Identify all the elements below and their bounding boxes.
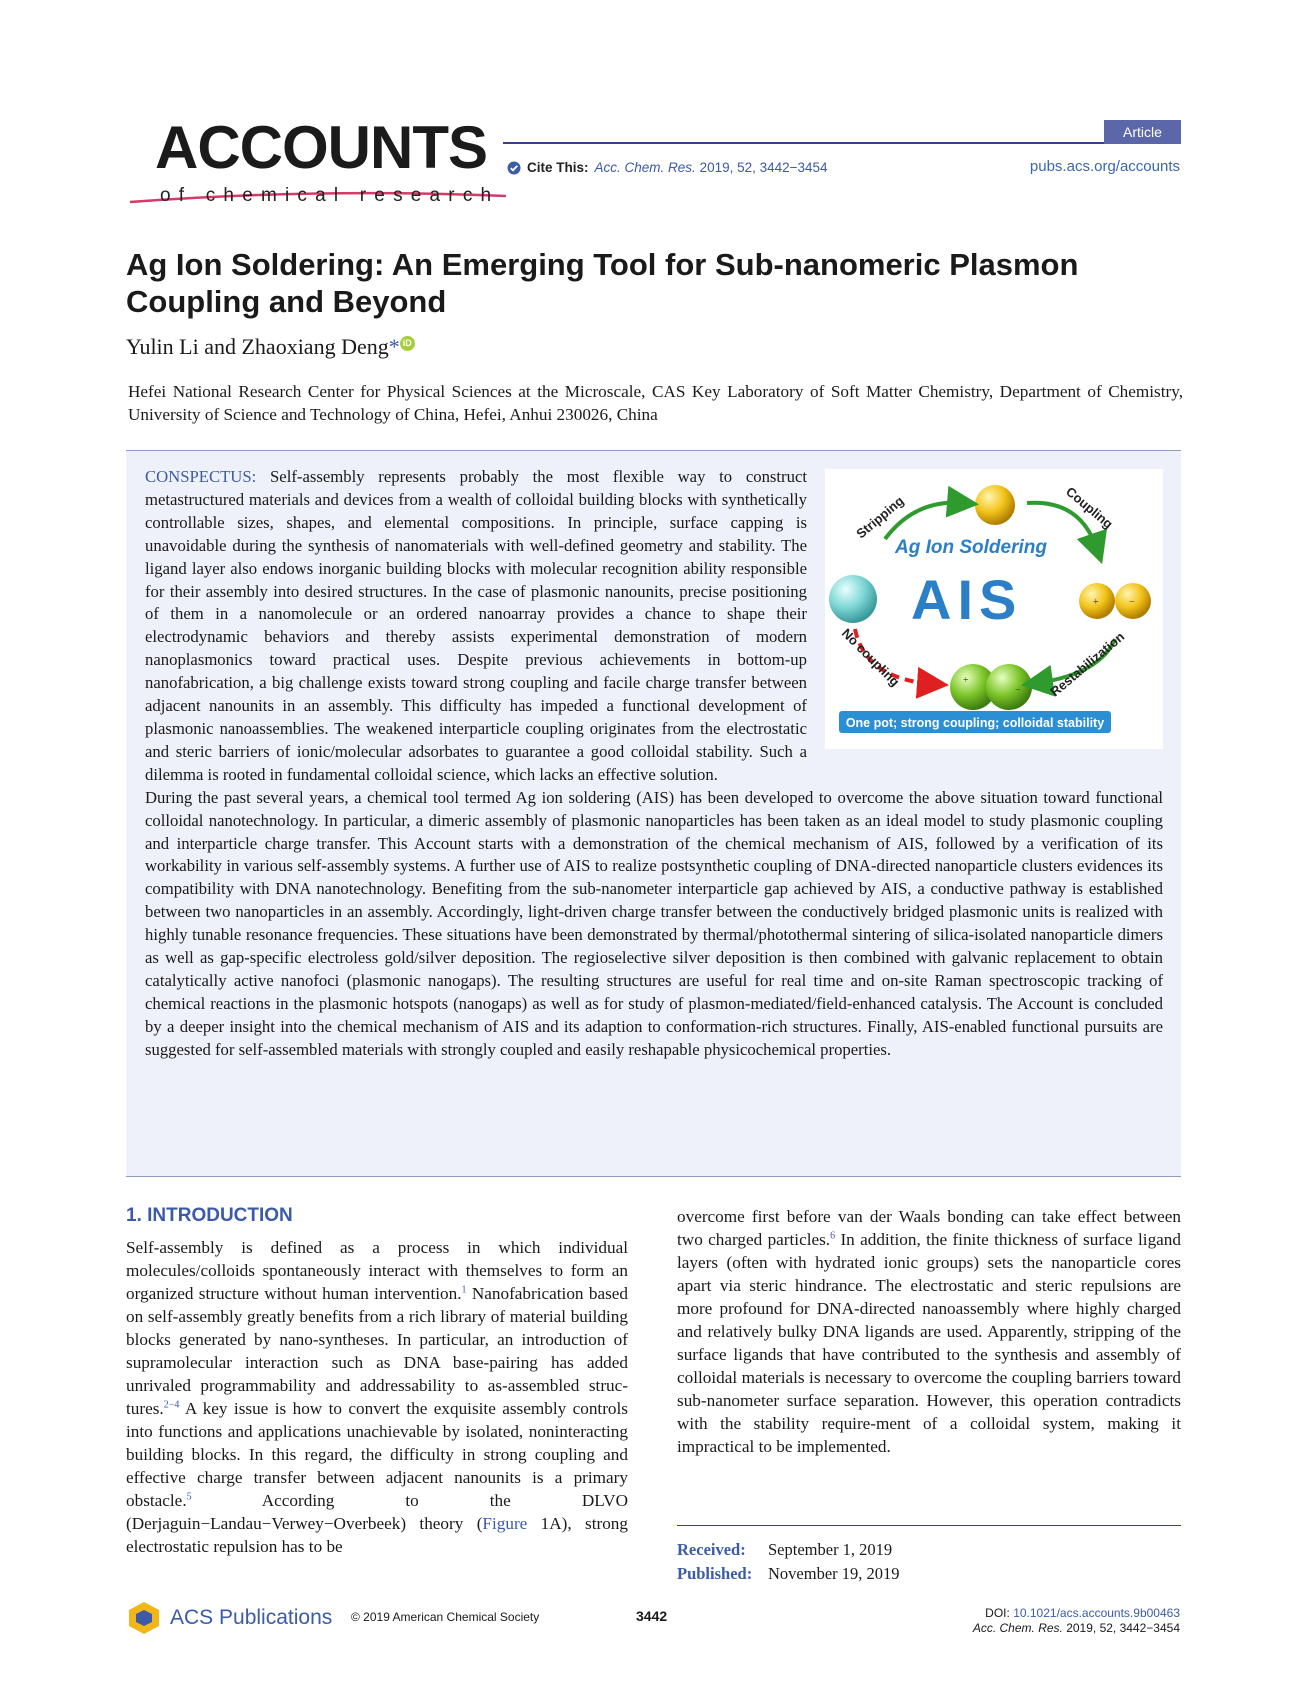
cite-this[interactable]	[507, 160, 828, 175]
cite-label: Cite This:	[527, 160, 589, 175]
diagram-big-label: AIS	[911, 568, 1023, 631]
published-row	[677, 1562, 900, 1586]
citation-journal: Acc. Chem. Res.	[972, 1621, 1063, 1635]
author-line	[126, 334, 415, 360]
publisher-name: ACS Publications	[170, 1606, 333, 1629]
acs-publications-logo[interactable]	[126, 1600, 332, 1636]
intro-right-column	[677, 1205, 1181, 1458]
diagram-caption: One pot; strong coupling; colloidal stability	[845, 716, 1105, 730]
ref-link[interactable]: 1	[461, 1284, 467, 1296]
journal-logo-subtitle: of chemical research	[160, 185, 500, 206]
gold-particle-icon	[975, 485, 1015, 525]
doi-link[interactable]: 10.1021/acs.accounts.9b00463	[1013, 1606, 1180, 1620]
citation-line	[973, 1621, 1180, 1636]
affiliation: Hefei National Research Center for Physical Sciences at the Microscale, CAS Key Laboratory of Soft Matter Chemistry, Department of Chemistry, University of Science and Technology of China, Hefei, Anhui 230026, China	[128, 382, 1183, 424]
intro-text: According to the DLVO (Derjaguin−Landau−Verwey−Overbeek) theory (	[126, 1491, 628, 1533]
cite-details: 2019, 52, 3442−3454	[699, 160, 828, 175]
journal-site-link[interactable]: pubs.acs.org/accounts	[1029, 158, 1180, 175]
intro-text: A key issue is how to convert the exquisite assembly controls into functions and applications unachievable by isolated, noninteracting building blocks. In this regard, the difficulty in strong coupling and effective charge transfer between adjacent nanounits is a primary obstacle.	[126, 1399, 628, 1510]
corresponding-author-mark[interactable]: *	[388, 334, 400, 359]
conspectus-label: CONSPECTUS:	[145, 467, 257, 486]
soldered-dimer-icon	[950, 664, 1032, 710]
svg-text:−: −	[1015, 685, 1021, 696]
article-title: Ag Ion Soldering: An Emerging Tool for Sub-nanomeric Plasmon Coupling and Beyond	[126, 247, 1079, 319]
doi-label: DOI:	[985, 1606, 1014, 1620]
acs-hexagon-icon	[126, 1600, 162, 1636]
journal-logo: ACCOUNTS	[155, 114, 487, 181]
intro-text: In addition, the finite thickness of surface ligand layers (often with hydrated ionic groups) sets the nanoparticle cores apart via steric hindrance. The electrostatic and steric repulsions are more profound for DNA-directed nanoassembly where highly charged and relatively bulky DNA ligands are used. Apparently, stripping of the surface ligands that have contributed to the synthesis and assembly of colloidal materials is necessary to overcome the coupling barriers toward sub-nanometer surface separation. However, this operation contradicts with the stability require-ment of a colloidal system, making it impractical to be implemented.	[677, 1230, 1181, 1456]
label-no-coupling: No coupling	[838, 625, 903, 690]
intro-text: overcome first before van der Waals bonding can take effect between two charged particles.	[677, 1207, 1181, 1249]
label-stripping: Stripping	[853, 493, 907, 542]
svg-text:+: +	[1093, 597, 1099, 608]
check-badge-icon	[507, 161, 521, 175]
received-row	[677, 1538, 900, 1562]
label-coupling: Coupling	[1063, 483, 1116, 532]
label-restabilization: Restabilization	[1047, 628, 1128, 700]
capped-dimer-icon	[1079, 583, 1151, 619]
copyright: © 2019 American Chemical Society	[351, 1610, 540, 1624]
ref-link[interactable]: 6	[830, 1230, 836, 1242]
conspectus-text	[145, 466, 1163, 1062]
doi-block	[973, 1606, 1180, 1636]
ref-link[interactable]: 5	[186, 1491, 192, 1503]
article-type-badge: Article	[1104, 120, 1181, 144]
intro-text: 1A), strong electrostatic repulsion has to be	[126, 1514, 628, 1556]
figure-link[interactable]: Figure	[482, 1514, 528, 1533]
intro-left-column	[126, 1236, 628, 1558]
intro-text: Self-assembly is defined as a process in which individual molecules/colloids spontaneously interact with themselves to form an organized structure without human intervention.	[126, 1238, 628, 1303]
cite-reference[interactable]	[595, 160, 828, 175]
citation-details: 2019, 52, 3442−3454	[1062, 1621, 1180, 1635]
conspectus-p1-text: Self-assembly represents probably the most flexible way to construct metastructured materials and devices from a wealth of colloidal building blocks with synthetically controllable sizes, shapes, and elemental compositions. In principle, surface capping is unavoidable during the synthesis of nanomaterials with well-defined geometry and stability. The ligand layer also endows inorganic building blocks with molecular recognition ability responsible for their assembly into desired structures. In the case of plasmonic nanounits, precise positioning of them in a nanomolecule or an ordered nanoarray provides a chance to shape their electrodynamic behaviors and thereby assists experimental demonstration of modern nanoplasmonics toward practical uses. Despite previous achievements in bottom-up nanofabrication, a big challenge exists toward strong coupling and facile charge transfer between adjacent nanounits in an assembly. This difficulty has impeded a functional development of plasmonic nanoassemblies. The weakened interparticle coupling originates from the electrostatic and steric barriers of ionic/molecular adsorbates to guarantee a good colloidal stability. Such a dilemma is rooted in fundamental colloidal science, which lacks an effective solution.	[145, 467, 807, 784]
published-label: Published:	[677, 1564, 753, 1583]
dates-rule	[677, 1525, 1181, 1526]
intro-text: Nanofabrication based on self-assembly greatly benefits from a rich library of material building blocks generated by nano-syntheses. In particular, an introduction of supramolecular interaction such as DNA base-pairing has added unrivaled programmability and addressability to as-assembled struc-tures.	[126, 1284, 628, 1418]
section-heading-introduction: 1. INTRODUCTION	[126, 1205, 293, 1226]
page-number: 3442	[636, 1608, 668, 1624]
cite-journal: Acc. Chem. Res.	[594, 160, 696, 175]
doi-line	[973, 1606, 1180, 1621]
orcid-icon[interactable]: iD	[400, 336, 415, 351]
header-rule	[503, 142, 1181, 144]
published-date: November 19, 2019	[768, 1564, 900, 1583]
ais-diagram	[825, 469, 1163, 749]
received-label: Received:	[677, 1540, 746, 1559]
toc-graphic	[825, 469, 1163, 749]
author-names: Yulin Li and Zhaoxiang Deng	[126, 334, 389, 359]
conspectus-paragraph-2: During the past several years, a chemical tool termed Ag ion soldering (AIS) has been developed to overcome the above situation toward functional colloidal nanotechnology. In particular, a dimeric assembly of plasmonic nanoparticles has been taken as an ideal model to study plasmonic coupling and interparticle charge transfer. This Account starts with a demonstration of the chemical mechanism of AIS, followed by a verification of its workability in various self-assembly systems. A further use of AIS to realize postsynthetic coupling of DNA-directed nanoparticle clusters evidences its compatibility with DNA nanotechnology. Benefiting from the sub-nanometer interparticle gap achieved by AIS, a conductive pathway is established between two nanoparticles in an assembly. Accordingly, light-driven charge transfer between the conductively bridged plasmonic units is realized with highly tunable resonance frequencies. These situations have been demonstrated by thermal/photothermal sintering of silica-isolated nanoparticle dimers as well as gap-specific electroless gold/silver deposition. The regioselective silver deposition is then combined with galvanic replacement to obtain catalytically active nanofoci (plasmonic nanogaps). The resulting structures are useful for real time and on-site Raman spectroscopic tracking of chemical reactions in the plasmonic hotspots (nanogaps) as well as for study of plasmon-mediated/field-enhanced catalysis. The Account is concluded by a deeper insight into the chemical mechanism of AIS and its adaption to conformation-rich structures. Finally, AIS-enabled functional pursuits are suggested for self-assembled materials with strongly coupled and easily reshapable physicochemical properties.	[145, 787, 1163, 1059]
svg-text:−: −	[1129, 597, 1135, 608]
svg-text:+: +	[963, 675, 969, 686]
diagram-title: Ag Ion Soldering	[895, 537, 1047, 558]
received-date: September 1, 2019	[768, 1540, 893, 1559]
silver-particle-icon	[829, 575, 877, 623]
ref-link[interactable]: 2−4	[163, 1399, 180, 1411]
publication-dates	[677, 1538, 900, 1586]
